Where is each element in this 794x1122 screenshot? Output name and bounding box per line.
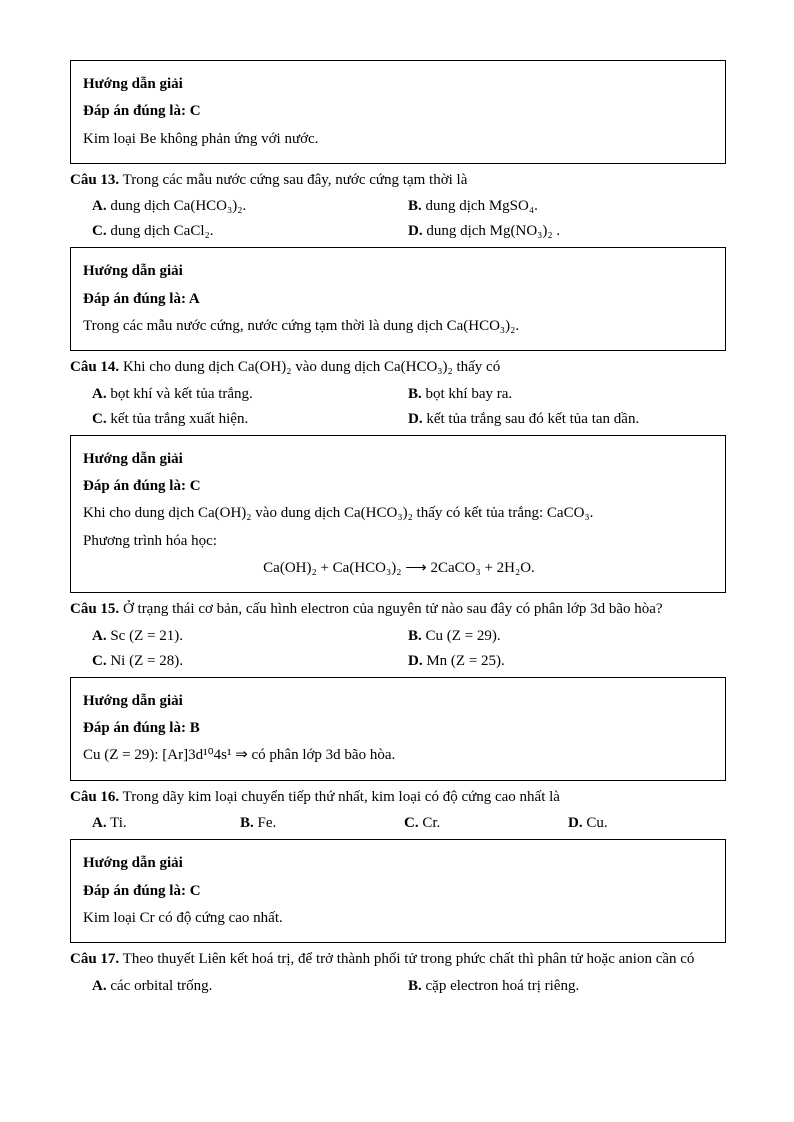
answer-text: các orbital trống. [110,977,213,994]
solution-explanation: Trong các mẫu nước cứng, nước cứng tạm thời là dung dịch Ca(HCO₃)₂. [83,317,520,334]
answer-option-b[interactable] [398,194,726,218]
answer-key: C. [404,815,419,832]
answer-option-d[interactable] [398,649,726,673]
answer-option-a[interactable] [70,974,398,998]
answer-text: dung dịch Ca(HCO₃)₂. [110,198,247,215]
answer-row [70,974,726,998]
question-label: Câu 13. [70,171,120,188]
solution-box [70,247,726,351]
answer-row [70,194,726,218]
question-label: Câu 16. [70,788,120,805]
answer-text: dung dịch CaCl₂. [110,223,214,240]
solution-heading: Hướng dẫn giải [83,692,183,709]
answer-key: C. [92,652,107,669]
answer-option-a[interactable] [70,194,398,218]
answer-text: dung dịch Mg(NO₃)₂ . [426,223,561,240]
chemical-equation: Ca(OH)₂ + Ca(HCO₃)₂ ⟶ 2CaCO₃ + 2H₂O. [263,559,535,576]
answer-option-a[interactable] [70,382,398,406]
answer-key: B. [408,385,422,402]
answer-key: A. [92,385,107,402]
answer-text: Cu (Z = 29). [425,627,501,644]
solution-box [70,60,726,164]
answer-option-a[interactable] [70,811,234,835]
solution-heading: Hướng dẫn giải [83,263,183,280]
answer-options [70,382,726,431]
solution-answer: Đáp án đúng là: B [83,720,200,737]
answer-key: C. [92,410,107,427]
answer-row [70,624,726,648]
answer-option-c[interactable] [70,407,398,431]
answer-option-d[interactable] [398,219,726,243]
answer-row [70,407,726,431]
solution-explanation: Khi cho dung dịch Ca(OH)₂ vào dung dịch Ca(HCO₃)₂ thấy có kết tủa trắng: CaCO₃. [83,505,594,522]
answer-options [70,194,726,243]
answer-options [70,974,726,998]
solution-heading: Hướng dẫn giải [83,855,183,872]
answer-text: Cr. [422,815,441,832]
answer-option-d[interactable] [398,407,726,431]
answer-option-b[interactable] [398,974,726,998]
answer-option-c[interactable] [70,219,398,243]
answer-option-b[interactable] [398,382,726,406]
question-label: Câu 14. [70,359,120,376]
solution-explanation: Cu (Z = 29): [Ar]3d¹⁰4s¹ ⇒ có phân lớp 3d bão hòa. [83,747,396,764]
answer-option-a[interactable] [70,624,398,648]
question-body: Trong dãy kim loại chuyển tiếp thứ nhất, kim loại có độ cứng cao nhất là [122,788,560,805]
question-block [70,169,726,244]
answer-option-c[interactable] [398,811,562,835]
answer-key: B. [408,977,422,994]
solution-answer: Đáp án đúng là: C [83,103,201,120]
question-body: Trong các mẫu nước cứng sau đây, nước cứng tạm thời là [122,171,468,188]
answer-key: A. [92,977,107,994]
answer-text: Sc (Z = 21). [110,627,183,644]
answer-option-d[interactable] [562,811,726,835]
answer-key: D. [408,410,423,427]
question-block [70,786,726,836]
question-text [70,948,726,972]
question-body: Ở trạng thái cơ bản, cấu hình electron của nguyên tử nào sau đây có phân lớp 3d bão hòa? [122,601,663,618]
answer-key: D. [408,223,423,240]
answer-option-c[interactable] [70,649,398,673]
answer-key: A. [92,627,107,644]
answer-row [70,649,726,673]
question-body: Theo thuyết Liên kết hoá trị, để trở thành phối tử trong phức chất thì phân tử hoặc anion cần có [122,951,695,967]
answer-key: A. [92,815,107,832]
document-content [70,60,726,1002]
question-text [70,356,726,380]
answer-row [70,811,726,835]
solution-answer: Đáp án đúng là: C [83,478,201,495]
answer-key: D. [408,652,423,669]
solution-heading: Hướng dẫn giải [83,76,183,92]
answer-key: B. [408,198,422,215]
answer-text: cặp electron hoá trị riêng. [425,977,580,994]
question-text [70,598,726,622]
answer-text: Ni (Z = 28). [110,652,183,669]
solution-box [70,435,726,593]
answer-key: B. [240,815,254,832]
question-block [70,948,726,998]
answer-text: kết tủa trắng sau đó kết tủa tan dần. [426,410,640,427]
question-block [70,598,726,673]
answer-text: Cu. [586,815,608,832]
question-label: Câu 17. [70,951,120,967]
answer-text: Fe. [257,815,277,832]
answer-key: D. [568,815,583,832]
answer-option-b[interactable] [398,624,726,648]
question-body: Khi cho dung dịch Ca(OH)₂ vào dung dịch Ca(HCO₃)₂ thấy có [122,359,501,376]
answer-options [70,811,726,835]
answer-key: B. [408,627,422,644]
answer-text: dung dịch MgSO₄. [425,198,538,215]
answer-text: bọt khí và kết tủa trắng. [110,385,253,402]
answer-option-b[interactable] [234,811,398,835]
answer-text: kết tủa trắng xuất hiện. [110,410,249,427]
answer-row [70,382,726,406]
solution-box [70,677,726,781]
solution-answer: Đáp án đúng là: A [83,290,200,307]
solution-heading: Hướng dẫn giải [83,450,183,467]
answer-key: A. [92,198,107,215]
answer-text: bọt khí bay ra. [425,385,513,402]
answer-text: Mn (Z = 25). [426,652,505,669]
solution-explanation: Phương trình hóa học: [83,532,217,549]
solution-answer: Đáp án đúng là: C [83,882,201,899]
question-label: Câu 15. [70,601,120,618]
answer-key: C. [92,223,107,240]
solution-explanation: Kim loại Be không phản ứng với nước. [83,130,319,147]
solution-explanation: Kim loại Cr có độ cứng cao nhất. [83,909,283,926]
question-text [70,169,726,193]
question-block [70,356,726,431]
answer-text: Ti. [110,815,127,832]
solution-box [70,839,726,943]
answer-row [70,219,726,243]
question-text [70,786,726,810]
answer-options [70,624,726,673]
